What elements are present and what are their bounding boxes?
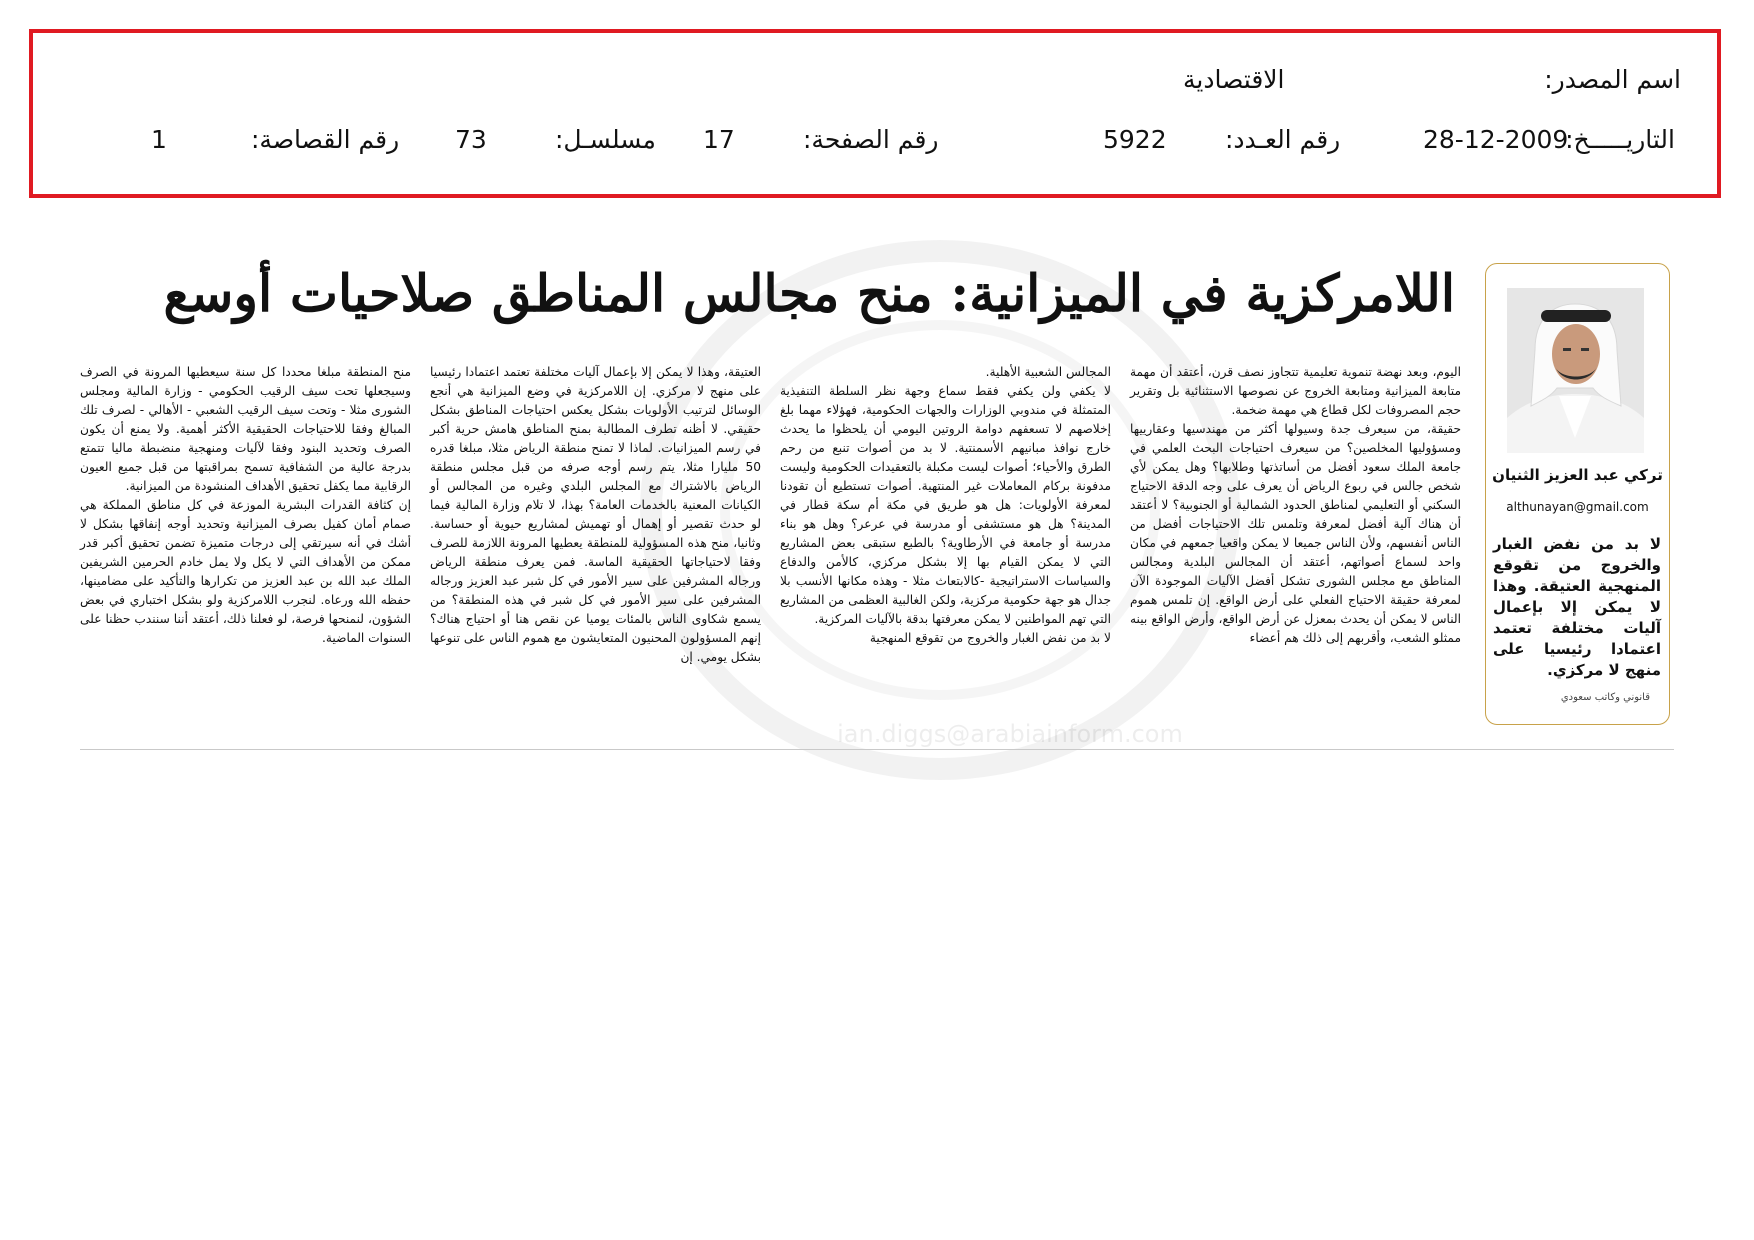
- author-pull-quote: لا بد من نفض الغبار والخروج من تقوقع المنهجية العتيقة. وهذا لا يمكن إلا بإعمال آليات مختلفة تعتمد اعتمادا رئيسيا على منهج لا مركزي.: [1493, 535, 1661, 679]
- author-photo: [1507, 288, 1644, 453]
- issue-value: 5922: [1103, 125, 1167, 154]
- paragraph: حقيقة، من سيعرف جدة وسيولها أكثر من مهندسيها وعقارييها ومسؤوليها المخلصين؟ من سيعرف احتياجات البحث العلمي في جامعة الملك سعود أفضل من أساتذتها وطلابها؟ وهل يمكن لأي شخص جالس في ربوع الرياض أن يعرف على وجه الدقة الاحتياج السكني أو التعليمي لمناطق الحدود الشمالية أو الجنوبية؟ لا أعتقد أن هناك آلية أفضل لمعرفة وتلمس تلك الاحتياجات أفضل من الناس أنفسهم، ولأن الناس جميعا لا يمكن واقعيا جمعهم في مكان واحد لسماع أصواتهم، أعتقد أن المجالس البلدية ومجالس المناطق مع مجلس الشورى تشكل أفضل الآليات الموجودة الآن لمعرفة حقيقة الاحتياج الفعلي على أرض الواقع. إن تلمس هموم الناس لا يمكن أن يحدث بمعزل عن أرض الواقع، وأرض الواقع بينه ممثلو الشعب، وأقربهم إلى ذلك هم أعضاء: [1130, 422, 1461, 645]
- metadata-box: [29, 29, 1721, 198]
- author-role: قانوني وكاتب سعودي: [1560, 692, 1650, 703]
- paragraph: لا يكفي ولن يكفي فقط سماع وجهة نظر السلطة التنفيذية المتمثلة في مندوبي الوزارات والجهات الحكومية، فهؤلاء مهما بلغ إخلاصهم لا تسعفهم دوامة الروتين اليومي أن يلحظوا ما يحدث خارج نوافذ مبانيهم الأسمنتية. لا بد من أصوات تنبع من رحم الطرق والأحياء؛ أصوات ليست مكبلة بالتعقيدات الحكومية وليست مدفونة بركام المعاملات غير المنتهية. أصوات تستطيع أن تقودنا لمعرفة الأولويات: هل هو طريق في مكة أم سكة قطار في المدينة؟ هل هو مستشفى أو مدرسة في عرعر؟ وهل هو بناء مدرسة أو جامعة في الأرطاوية؟ بالطبع ستبقى بعض المشاريع التي لا يمكن القيام بها إلا بشكل مركزي، كالأمن والدفاع والسياسات الاستراتيجية -كالابتعاث مثلا - وهذه مكانها الأنسب بلا جدال هو جهة حكومية مركزية، ولكن الغالبية العظمى من المشاريع التي تهم المواطنين لا يمكن معرفتها بدقة بالآليات المركزية.: [780, 384, 1111, 626]
- serial-label: مسلسـل:: [555, 125, 656, 154]
- paragraph: المجالس الشعبية الأهلية.: [985, 365, 1111, 379]
- article-column-4: [80, 363, 411, 648]
- page-value: 17: [703, 125, 735, 154]
- issue-label: رقم العـدد:: [1225, 125, 1341, 154]
- serial-value: 73: [455, 125, 487, 154]
- author-portrait-icon: [1507, 288, 1644, 453]
- clipping-label: رقم القصاصة:: [251, 125, 400, 154]
- page-label: رقم الصفحة:: [803, 125, 939, 154]
- author-email: althunayan@gmail.com: [1506, 500, 1649, 514]
- date-label: التاريـــــخ:: [1565, 125, 1675, 154]
- paragraph: اليوم، وبعد نهضة تنموية تعليمية تتجاوز نصف قرن، أعتقد أن مهمة متابعة الميزانية ومتابعة الخروج عن نصوصها الاستثنائية بل وتقرير حجم المصروفات لكل قطاع هي مهمة ضخمة.: [1130, 365, 1461, 417]
- source-value: الاقتصادية: [1183, 65, 1285, 94]
- date-value: 28-12-2009: [1423, 125, 1569, 154]
- article-column-3: [430, 363, 761, 667]
- article-headline: اللامركزية في الميزانية: منح مجالس المناطق صلاحيات أوسع: [163, 264, 1455, 324]
- article-bottom-rule: [80, 749, 1674, 750]
- author-name: تركي عبد العزيز الثنيان: [1492, 466, 1663, 484]
- paragraph: منح المنطقة مبلغا محددا كل سنة سيعطيها المرونة في الصرف وسيجعلها تحت سيف الرقيب الحكومي - وزارة المالية ومجلس الشورى مثلا - وتحت سيف الرقيب الشعبي - الأهالي - لصرف تلك المبالغ وفقا للاحتياجات الحقيقية الأكثر أهمية. ولا يمنع أن يكون الصرف وتحديد البنود وفقا لآليات ومنهجية منضبطة ماليا تتمتع بدرجة عالية من الشفافية تسمح بمراقبتها من قبل جميع العيون الرقابية مما يكفل تحقيق الأهداف المنشودة من الميزانية.: [80, 365, 411, 493]
- watermark-email: ian.diggs@arabiainform.com: [837, 720, 1183, 748]
- paragraph: لا بد من نفض الغبار والخروج من تقوقع المنهجية: [869, 631, 1111, 645]
- paragraph: العتيقة، وهذا لا يمكن إلا بإعمال آليات مختلفة تعتمد اعتمادا رئيسيا على منهج لا مركزي. إن اللامركزية في وضع الميزانية هي أنجع الوسائل لترتيب الأولويات بشكل يعكس احتياجات المناطق بشكل حقيقي. لا أظنه تطرف المطالبة بمنح المناطق هامش حرية أكبر في رسم الميزانيات. لماذا لا تمنح منطقة الرياض مثلا، مبلغا قدره 50 مليارا مثلا، يتم رسم أوجه صرفه من قبل مجلس منطقة الرياض بالاشتراك مع المجلس البلدي وغيره من المجالس أو الكيانات المعنية بالخدمات العامة؟ بهذا، لا تلام وزارة المالية فيما لو حدث تقصير أو إهمال أو تهميش لمشاريع حيوية أو حساسة. وثانيا، منح هذه المسؤولية للمنطقة يعطيها المرونة اللازمة للصرف وفقا لاحتياجاتها الحقيقية الماسة. فمن يعرف منطقة الرياض ورجاله المشرفين على سير الأمور في كل شبر عبد العزيز ورجاله المشرفين على سير الأمور في كل شبر في هذه المنطقة؟ من يسمع شكاوى الناس بالمئات يوميا عن نقص هنا أو احتياج هناك؟ إنهم المسؤولون المحنيون المتعايشون مع هموم الناس على تنوعها بشكل يومي. إن: [430, 365, 761, 664]
- paragraph: إن كثافة القدرات البشرية الموزعة في كل مناطق المملكة هي صمام أمان كفيل بصرف الميزانية وتحديد أوجه إنفاقها بشكل لا أشك في أنه سيرتقي إلى درجات متميزة تضمن تحقيق أكبر قدر ممكن من الأهداف التي لا يكل ولا يمل خادم الحرمين الشريفين الملك عبد الله بن عبد العزيز من تكرارها والتأكيد على مضامينها، حفظه الله ورعاه. لنجرب اللامركزية ولو بشكل اختباري في بعض الشؤون، لنمنحها فرصة، لو فعلنا ذلك، أعتقد أننا سنندب حظنا على السنوات الماضية.: [80, 498, 411, 645]
- clipping-value: 1: [151, 125, 167, 154]
- article-column-1: [1130, 363, 1461, 648]
- article-column-2: [780, 363, 1111, 648]
- source-label: اسم المصدر:: [1544, 65, 1681, 94]
